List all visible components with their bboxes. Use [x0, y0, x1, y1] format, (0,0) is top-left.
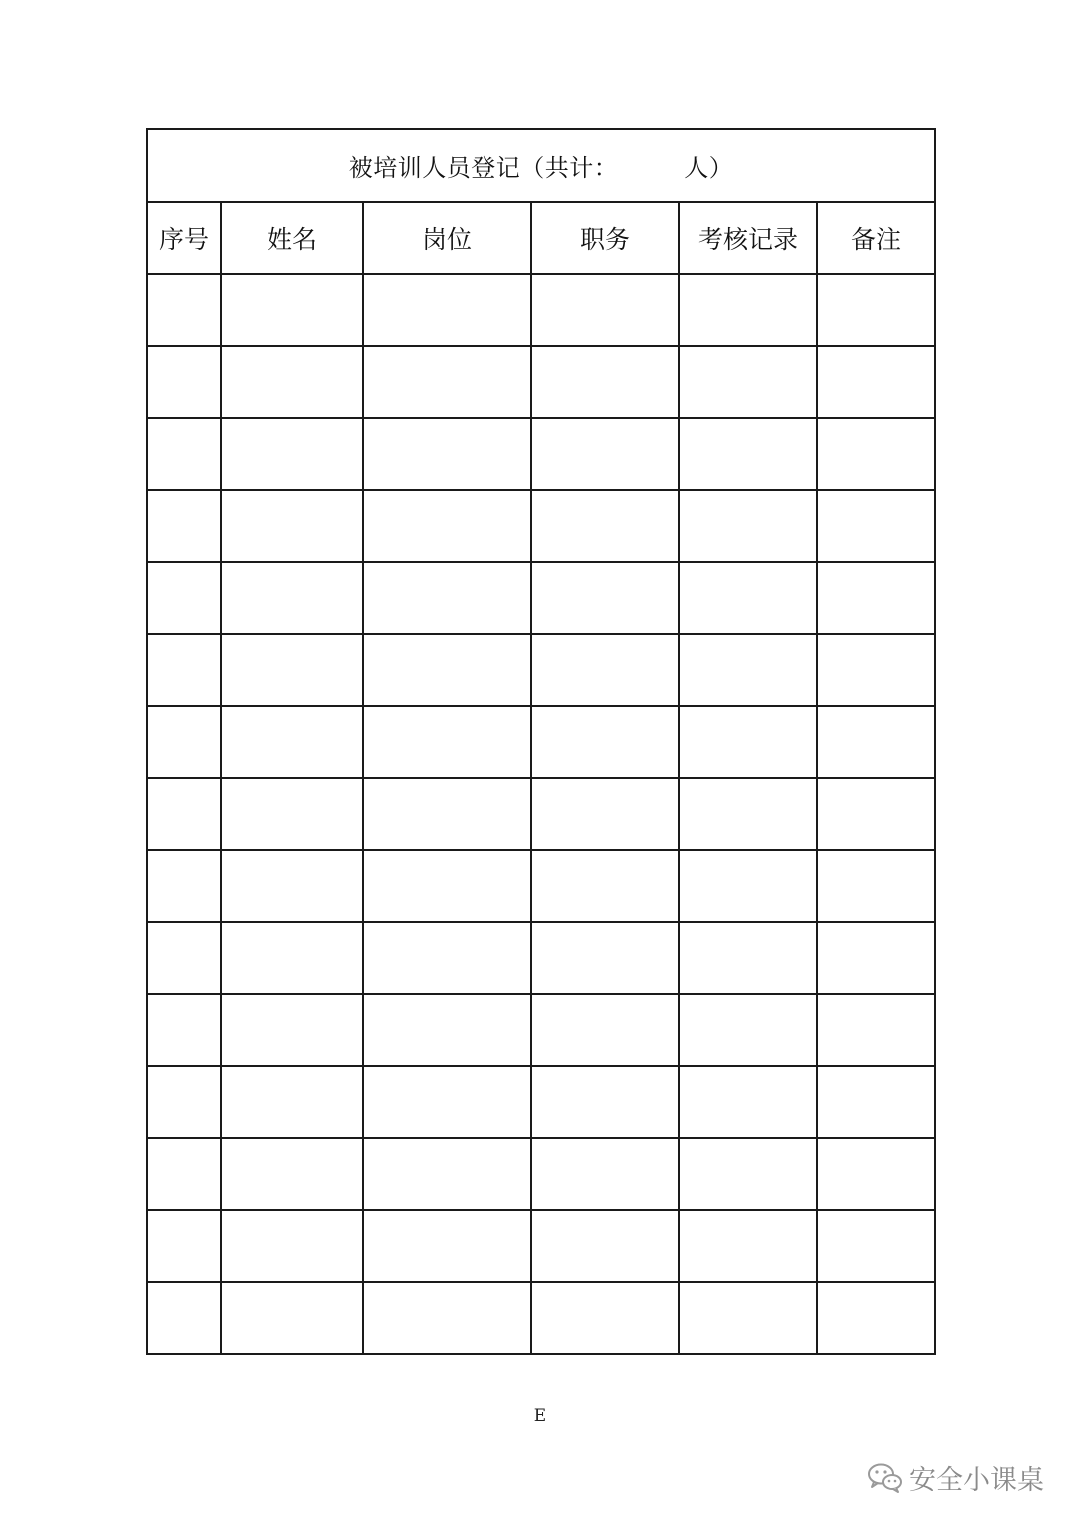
assessment-record-cell[interactable]	[679, 850, 817, 922]
position-cell[interactable]	[363, 1066, 531, 1138]
remarks-cell[interactable]	[817, 634, 935, 706]
serial-number-cell[interactable]	[147, 1282, 221, 1354]
position-cell[interactable]	[363, 274, 531, 346]
name-cell[interactable]	[221, 1282, 363, 1354]
table-row	[147, 1138, 935, 1210]
assessment-record-cell[interactable]	[679, 994, 817, 1066]
title-cell[interactable]	[531, 346, 679, 418]
title-suffix: 人）	[684, 154, 734, 182]
title-cell[interactable]	[531, 634, 679, 706]
serial-number-cell[interactable]	[147, 490, 221, 562]
table-row	[147, 562, 935, 634]
assessment-record-cell[interactable]	[679, 706, 817, 778]
name-cell[interactable]	[221, 850, 363, 922]
assessment-record-cell[interactable]	[679, 634, 817, 706]
header-title: 职务	[531, 202, 679, 274]
assessment-record-cell[interactable]	[679, 562, 817, 634]
table-row	[147, 706, 935, 778]
title-cell[interactable]	[531, 1138, 679, 1210]
serial-number-cell[interactable]	[147, 994, 221, 1066]
table-row	[147, 418, 935, 490]
title-row	[147, 129, 935, 202]
remarks-cell[interactable]	[817, 1138, 935, 1210]
title-cell[interactable]	[531, 850, 679, 922]
name-cell[interactable]	[221, 562, 363, 634]
position-cell[interactable]	[363, 706, 531, 778]
assessment-record-cell[interactable]	[679, 1210, 817, 1282]
serial-number-cell[interactable]	[147, 1210, 221, 1282]
assessment-record-cell[interactable]	[679, 274, 817, 346]
header-row	[147, 202, 935, 274]
serial-number-cell[interactable]	[147, 346, 221, 418]
title-cell[interactable]	[531, 1282, 679, 1354]
name-cell[interactable]	[221, 1210, 363, 1282]
serial-number-cell[interactable]	[147, 778, 221, 850]
remarks-cell[interactable]	[817, 1210, 935, 1282]
title-cell[interactable]	[531, 994, 679, 1066]
remarks-cell[interactable]	[817, 490, 935, 562]
table-title	[147, 129, 935, 202]
remarks-cell[interactable]	[817, 706, 935, 778]
header-remarks: 备注	[817, 202, 935, 274]
remarks-cell[interactable]	[817, 418, 935, 490]
registration-table	[146, 128, 936, 1355]
wechat-icon	[867, 1462, 903, 1494]
name-cell[interactable]	[221, 418, 363, 490]
table-row	[147, 850, 935, 922]
table-row	[147, 922, 935, 994]
position-cell[interactable]	[363, 994, 531, 1066]
table-row	[147, 1066, 935, 1138]
remarks-cell[interactable]	[817, 562, 935, 634]
header-position: 岗位	[363, 202, 531, 274]
title-cell[interactable]	[531, 778, 679, 850]
position-cell[interactable]	[363, 418, 531, 490]
position-cell[interactable]	[363, 1138, 531, 1210]
table-row	[147, 1282, 935, 1354]
name-cell[interactable]	[221, 274, 363, 346]
position-cell[interactable]	[363, 1210, 531, 1282]
name-cell[interactable]	[221, 922, 363, 994]
remarks-cell[interactable]	[817, 1066, 935, 1138]
title-cell[interactable]	[531, 1066, 679, 1138]
serial-number-cell[interactable]	[147, 1138, 221, 1210]
table-row	[147, 490, 935, 562]
assessment-record-cell[interactable]	[679, 346, 817, 418]
serial-number-cell[interactable]	[147, 274, 221, 346]
title-prefix: 被培训人员登记（共计：	[348, 154, 619, 182]
serial-number-cell[interactable]	[147, 922, 221, 994]
title-cell[interactable]	[531, 562, 679, 634]
remarks-cell[interactable]	[817, 778, 935, 850]
assessment-record-cell[interactable]	[679, 922, 817, 994]
name-cell[interactable]	[221, 490, 363, 562]
assessment-record-cell[interactable]	[679, 1138, 817, 1210]
remarks-cell[interactable]	[817, 994, 935, 1066]
position-cell[interactable]	[363, 1282, 531, 1354]
table-row	[147, 274, 935, 346]
serial-number-cell[interactable]	[147, 562, 221, 634]
remarks-cell[interactable]	[817, 850, 935, 922]
assessment-record-cell[interactable]	[679, 1282, 817, 1354]
name-cell[interactable]	[221, 634, 363, 706]
serial-number-cell[interactable]	[147, 850, 221, 922]
assessment-record-cell[interactable]	[679, 418, 817, 490]
page-number: E	[533, 1406, 547, 1426]
assessment-record-cell[interactable]	[679, 1066, 817, 1138]
title-cell[interactable]	[531, 490, 679, 562]
name-cell[interactable]	[221, 778, 363, 850]
position-cell[interactable]	[363, 562, 531, 634]
table-row	[147, 346, 935, 418]
table-row	[147, 1210, 935, 1282]
position-cell[interactable]	[363, 346, 531, 418]
remarks-cell[interactable]	[817, 346, 935, 418]
position-cell[interactable]	[363, 850, 531, 922]
table-row	[147, 778, 935, 850]
position-cell[interactable]	[363, 922, 531, 994]
title-cell[interactable]	[531, 706, 679, 778]
name-cell[interactable]	[221, 994, 363, 1066]
title-cell[interactable]	[531, 922, 679, 994]
serial-number-cell[interactable]	[147, 1066, 221, 1138]
header-serial-number: 序号	[147, 202, 221, 274]
watermark	[867, 1458, 1044, 1497]
serial-number-cell[interactable]	[147, 706, 221, 778]
serial-number-cell[interactable]	[147, 418, 221, 490]
remarks-cell[interactable]	[817, 922, 935, 994]
serial-number-cell[interactable]	[147, 634, 221, 706]
assessment-record-cell[interactable]	[679, 778, 817, 850]
position-cell[interactable]	[363, 490, 531, 562]
title-cell[interactable]	[531, 1210, 679, 1282]
table-row	[147, 634, 935, 706]
position-cell[interactable]	[363, 778, 531, 850]
header-assessment-record: 考核记录	[679, 202, 817, 274]
name-cell[interactable]	[221, 1138, 363, 1210]
watermark-text: 安全小课桌	[909, 1465, 1044, 1496]
remarks-cell[interactable]	[817, 1282, 935, 1354]
name-cell[interactable]	[221, 1066, 363, 1138]
title-cell[interactable]	[531, 418, 679, 490]
position-cell[interactable]	[363, 634, 531, 706]
table-row	[147, 994, 935, 1066]
assessment-record-cell[interactable]	[679, 490, 817, 562]
name-cell[interactable]	[221, 346, 363, 418]
remarks-cell[interactable]	[817, 274, 935, 346]
title-cell[interactable]	[531, 274, 679, 346]
name-cell[interactable]	[221, 706, 363, 778]
header-name: 姓名	[221, 202, 363, 274]
